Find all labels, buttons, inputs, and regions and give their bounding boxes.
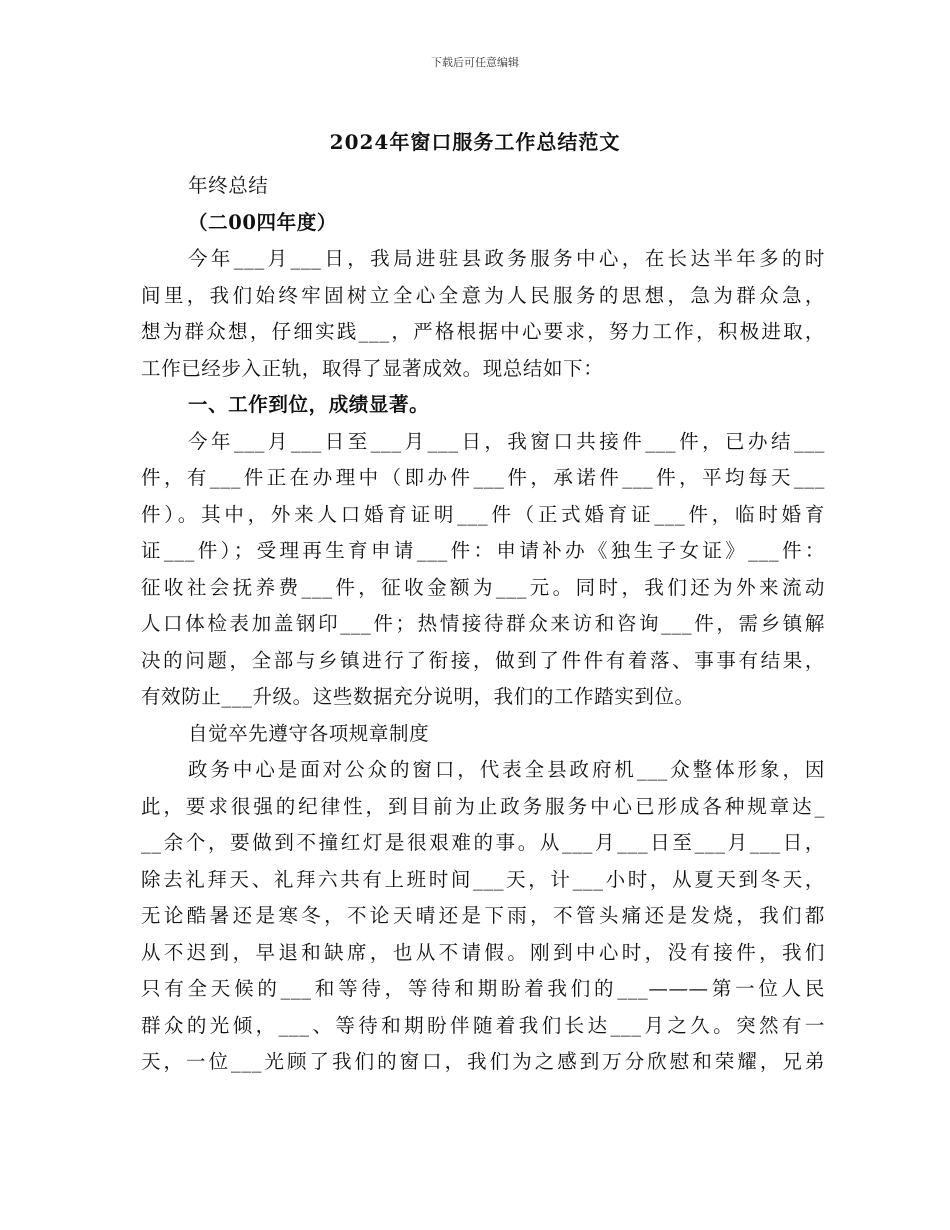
text-line: 间里，我们始终牢固树立全心全意为人民服务的思想，急为群众急， [141,283,825,307]
text-line: __余个，要做到不撞红灯是很艰难的事。从___月___日至___月___日， [141,831,825,854]
document-title: 2024年窗口服务工作总结范文 [329,130,621,154]
text-line: 年终总结 [188,174,269,197]
text-line: 件，有___件正在办理中（即办件___件，承诺件___件，平均每天___ [141,466,825,489]
document-body [141,168,825,1081]
text-line: 征收社会抚养费___件，征收金额为___元。同时，我们还为外来流动 [141,575,825,599]
text-line: 决的问题，全部与乡镇进行了衔接，做到了件件有着落、事事有结果， [141,648,825,672]
text-line: 今年___月___日，我局进驻县政务服务中心，在长达半年多的时 [188,247,825,270]
text-line: 有效防止___升级。这些数据充分说明，我们的工作踏实到位。 [141,685,695,708]
text-line: 证___件）；受理再生育申请___件：申请补办《独生子女证》___件： [141,539,825,562]
text-line: 想为群众想，仔细实践___，严格根据中心要求，努力工作，积极进取， [141,320,825,343]
text-line: 无论酷暑还是寒冬，不论天晴还是下雨，不管头痛还是发烧，我们都 [141,904,825,927]
text-line: 人口体检表加盖钢印___件；热情接待群众来访和咨询___件，需乡镇解 [141,612,825,635]
text-line: 今年___月___日至___月___日，我窗口共接件___件，已办结___ [188,429,825,453]
text-line: 从不迟到，早退和缺席，也从不请假。刚到中心时，没有接件，我们 [141,940,825,964]
text-line: 件）。其中，外来人口婚育证明___件（正式婚育证___件，临时婚育 [141,502,825,526]
text-line: 政务中心是面对公众的窗口，代表全县政府机___众整体形象，因 [188,758,825,781]
text-line: 此，要求很强的纪律性，到目前为止政务服务中心已形成各种规章达_ [141,794,825,818]
text-line: 天，一位___光顾了我们的窗口，我们为之感到万分欣慰和荣耀，兄弟 [141,1050,825,1073]
text-line: 自觉卒先遵守各项规章制度 [188,721,430,745]
text-line: 群众的光倾，___、等待和期盼伴随着我们长达___月之久。突然有一 [141,1013,825,1037]
text-line: 一、工作到位，成绩显著。 [188,393,430,416]
text-line: 除去礼拜天、礼拜六共有上班时间___天，计___小时，从夏天到冬天， [141,867,825,891]
text-line: 工作已经步入正轨，取得了显著成效。现总结如下： [141,356,604,380]
page-header-note: 下载后可任意编辑 [431,56,519,69]
text-line: （二00四年度） [188,210,337,234]
text-line: 只有全天候的___和等待，等待和期盼着我们的___———第一位人民 [141,977,825,1000]
